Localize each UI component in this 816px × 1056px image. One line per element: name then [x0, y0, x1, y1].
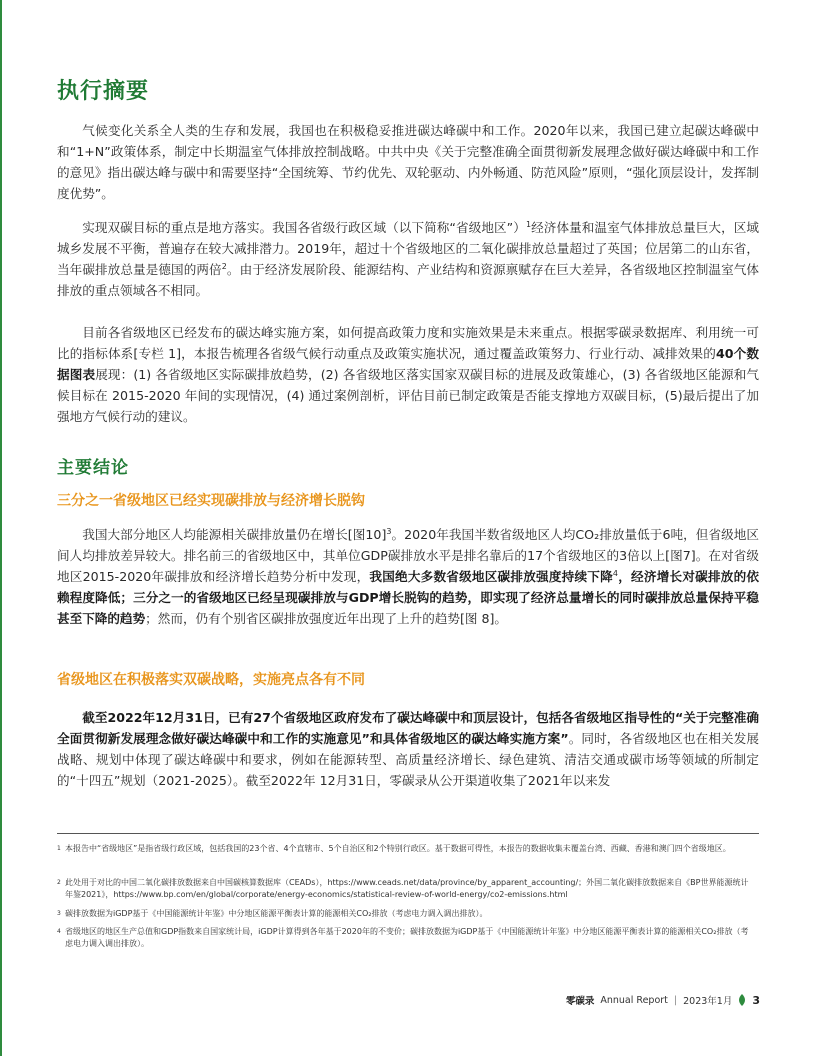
footer-date: 2023年1月 — [683, 996, 733, 1007]
text-run: 我国大部分地区人均能源相关碳排放量仍在增长[图10] — [82, 527, 387, 542]
footnote-number: 2 — [57, 879, 61, 886]
text-run: 经济体量和温室气体排放总量巨大，区域城乡发展不平衡，普遍存在较大减排潜力。2019年，超过十个省级地区的二氧化碳排放总量超过了英国；位居第二的山东省，当年碳排放总量是德国的两倍 — [57, 220, 759, 277]
paragraph-policy-progress — [57, 707, 759, 791]
footer-separator: | — [673, 994, 678, 1006]
footnote-divider — [57, 833, 759, 834]
subheading-implementation: 省级地区在积极落实双碳战略，实施亮点各有不同 — [57, 672, 365, 688]
leaf-icon — [738, 994, 746, 1006]
page-title: 执行摘要 — [57, 79, 150, 104]
bold-text: 我国绝大多数省级地区碳排放强度持续下降 — [369, 569, 613, 584]
paragraph-local-implementation — [57, 217, 759, 301]
paragraph-report-scope — [57, 322, 759, 427]
text-run: ；然而，仍有个别省区碳排放强度近年出现了上升的趋势[图 8]。 — [145, 611, 508, 626]
text-run: 。同时，各省级地区也在相关发展战略、规划中体现了碳达峰碳中和要求，例如在能源转型、高质量经济增长、绿色建筑、清洁交通或碳市场等领域的所制定的“十四五”规划（2021-2025）。截至2022年 12月31日，零碳录从公开渠道收集了2021年以来发 — [57, 731, 759, 788]
page-number: 3 — [752, 993, 760, 1007]
bold-text: 40个数据图表 — [57, 346, 759, 382]
footnote-ref-4: 4 — [612, 568, 619, 578]
footnote-text: 省级地区的地区生产总值和GDP指数来自国家统计局，iGDP计算得到各年基于2020年的不变价；碳排放数据为iGDP基于《中国能源统计年鉴》中分地区能源平衡表计算的能源相关CO₂排放（考虑电力调入调出排放）。 — [65, 927, 749, 948]
text-run: 。由于经济发展阶段、能源结构、产业结构和资源禀赋存在巨大差异，各省级地区控制温室气体排放的重点领域各不相同。 — [57, 262, 760, 298]
footnote-ref-1: 1 — [525, 219, 532, 229]
footnote-text: 本报告中“省级地区”是指省级行政区域，包括我国的23个省、4个直辖市、5个自治区和2个特别行政区。基于数据可得性，本报告的数据收集未覆盖台湾、西藏、香港和澳门四个省级地区。 — [65, 844, 731, 853]
left-edge-rule — [0, 0, 2, 1056]
text-run: 。2020年我国半数省级地区人均CO₂排放量低于6吨，但省级地区间人均排放差异较大。排名前三的省级地区中，其单位GDP碳排放水平是排名靠后的17个省级地区的3倍以上[图7]。在对省级地区2015-2020年碳排放和经济增长趋势分析中发现， — [57, 527, 759, 584]
footer-brand: 零碳录 — [565, 996, 595, 1007]
text-run: 展现：(1) 各省级地区实际碳排放趋势，(2) 各省级地区落实国家双碳目标的进展及政策雄心，(3) 各省级地区能源和气候目标在 2015-2020 年间的实现情况，(4) 通过案例剖析，评估目前已制定政策是否能支撑地方双碳目标，(5)最后提出了加强地方气候行动的建议。 — [57, 367, 760, 424]
paragraph-intro: 气候变化关系全人类的生存和发展，我国也在积极稳妥推进碳达峰碳中和工作。2020年以来，我国已建立起碳达峰碳中和“1+N”政策体系，制定中长期温室气体排放控制战略。中共中央《关于完整准确全面贯彻新发展理念做好碳达峰碳中和工作的意见》指出碳达峰与碳中和需要坚持“全国统筹、节约优先、双轮驱动、内外畅通、防范风险”原则，“强化顶层设计，发挥制度优势”。 — [57, 123, 759, 201]
subheading-decoupling: 三分之一省级地区已经实现碳排放与经济增长脱钩 — [57, 493, 365, 509]
footnote-number: 4 — [57, 928, 61, 935]
text-run: 目前各省级地区已经发布的碳达峰实施方案，如何提高政策力度和实施效果是未来重点。根据零碳录数据库、利用统一可比的指标体系[专栏 1]，本报告梳理各省级气候行动重点及政策实施状况，通过覆盖政策努力、行业行动、减排效果的 — [57, 325, 759, 361]
bold-text: ，经济增长对碳排放的依赖程度降低；三分之一的省级地区已经呈现碳排放与GDP增长脱钩的趋势，即实现了经济总量增长的同时碳排放总量保持平稳甚至下降的趋势 — [57, 569, 760, 626]
page-footer — [566, 993, 760, 1007]
footnote-number: 1 — [57, 845, 61, 852]
footnote-number: 3 — [57, 910, 61, 917]
text-run: 实现双碳目标的重点是地方落实。我国各省级行政区域（以下简称“省级地区”） — [82, 220, 526, 235]
bold-text: 截至2022年12月31日，已有27个省级地区政府发布了碳达峰碳中和顶层设计，包括各省级地区指导性的“关于完整准确全面贯彻新发展理念做好碳达峰碳中和工作的实施意见”和具体省级地区的碳达峰实施方案” — [57, 710, 759, 746]
footnote-2 — [57, 877, 759, 901]
footnote-4 — [57, 926, 759, 950]
footnote-text: 碳排放数据为iGDP基于《中国能源统计年鉴》中分地区能源平衡表计算的能源相关CO₂排放（考虑电力调入调出排放）。 — [65, 909, 488, 918]
footnote-ref-2: 2 — [221, 261, 227, 271]
paragraph-emission-trends — [57, 524, 759, 629]
footnote-3 — [57, 908, 759, 920]
footnote-text: 此处用于对比的中国二氧化碳排放数据来自中国碳核算数据库（CEADs），https://www.ceads.net/data/province/by_apparent_accounting/；外国二氧化碳排放数据来自《BP世界能源统计年鉴2021》，https://www.bp.com/en/global/corporate/energy-economics/statistical-review-of-world-energy/co2-emissions.html — [65, 878, 749, 899]
footnote-1 — [57, 843, 759, 855]
footer-report-label: Annual Report — [600, 994, 668, 1006]
section-title-key-findings: 主要结论 — [57, 458, 129, 478]
footnote-ref-3: 3 — [386, 526, 392, 536]
